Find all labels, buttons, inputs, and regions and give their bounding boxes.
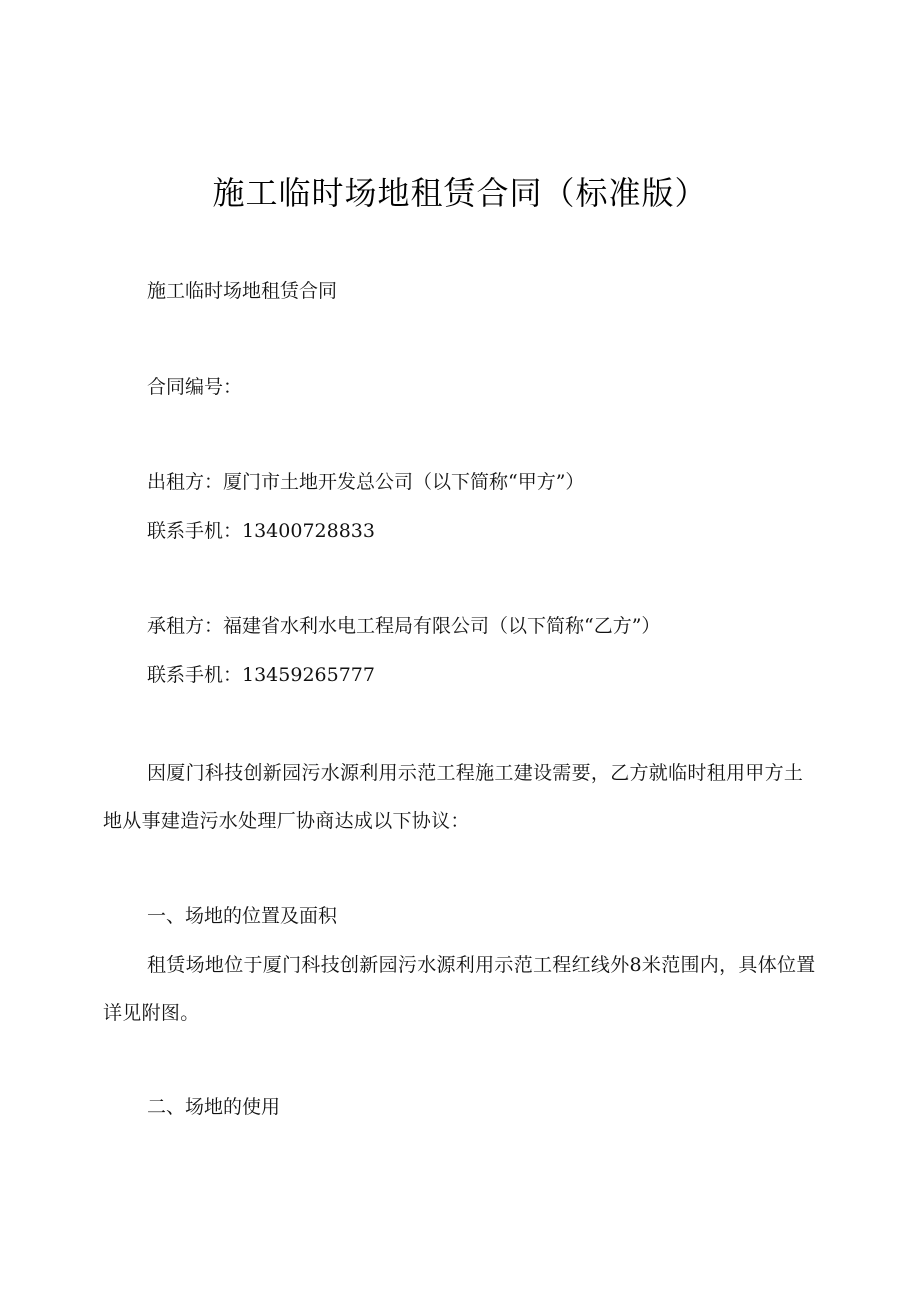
intro-paragraph: 因厦门科技创新园污水源利用示范工程施工建设需要，乙方就临时租用甲方土地从事建造污水处理厂协商达成以下协议：	[103, 762, 804, 832]
contract-number-label: 合同编号：	[147, 376, 243, 398]
lessee-line: 承租方：福建省水利水电工程局有限公司（以下简称“乙方”）	[147, 615, 661, 637]
lessor-phone: 联系手机：13400728833	[147, 520, 375, 542]
section-2-heading: 二、场地的使用	[147, 1096, 281, 1118]
contract-subtitle: 施工临时场地租赁合同	[147, 280, 338, 302]
document-title: 施工临时场地租赁合同（标准版）	[212, 174, 708, 212]
lessee-phone: 联系手机：13459265777	[147, 664, 375, 686]
section-1-body: 租赁场地位于厦门科技创新园污水源利用示范工程红线外8米范围内，具体位置详见附图。	[103, 954, 816, 1024]
lessor-line: 出租方：厦门市土地开发总公司（以下简称“甲方”）	[147, 471, 585, 493]
section-1-heading: 一、场地的位置及面积	[147, 905, 338, 927]
